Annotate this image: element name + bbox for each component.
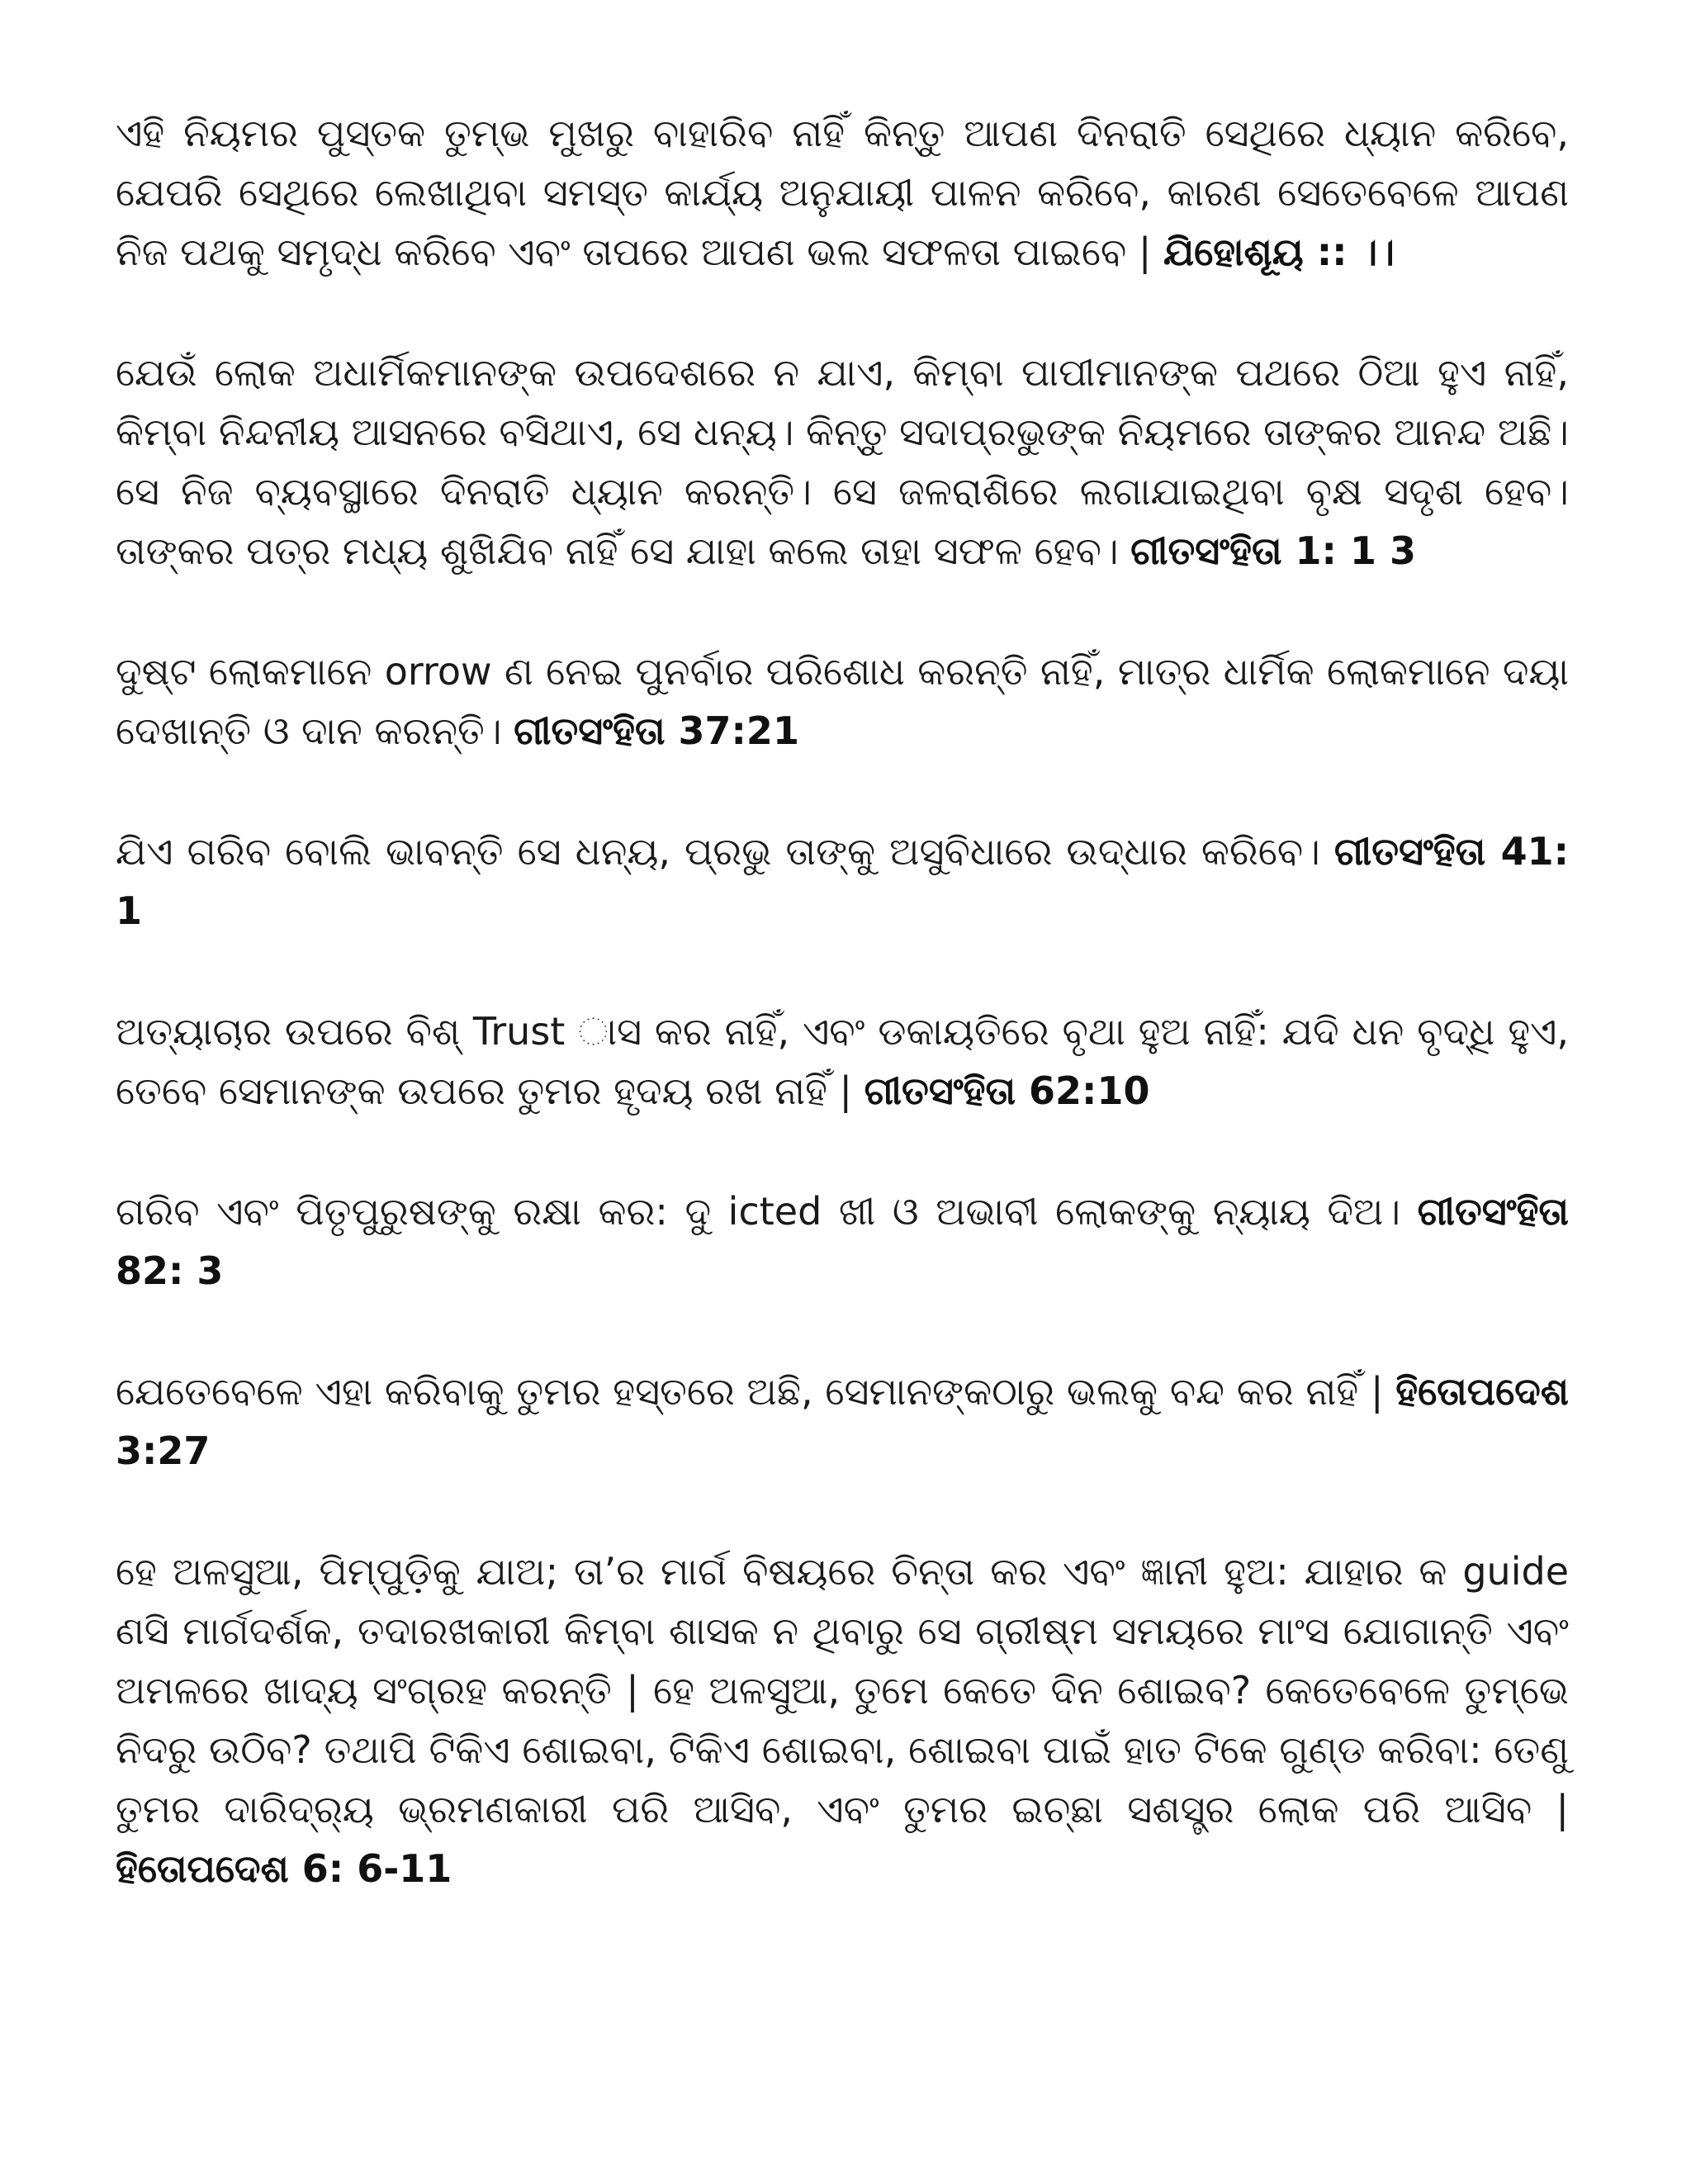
verse-paragraph-5: [116, 1002, 1569, 1120]
verse-paragraph-1: [116, 103, 1569, 282]
verse-reference: ଗୀତସଂହିତା 1: 1 3: [1130, 528, 1416, 573]
verse-text: ହେ ଅଳସୁଆ, ପିମ୍ପୁଡ଼ିକୁ ଯାଅ; ତା’ର ମାର୍ଗ ବିଷୟରେ ଚିନ୍ତା କର ଏବଂ ଜ୍ଞାନୀ ହୁଅ: ଯାହାର କ guide ଣସି ମାର୍ଗଦର୍ଶକ, ତଦାରଖକାରୀ କିମ୍ବା ଶାସକ ନ ଥିବାରୁ ସେ ଗ୍ରୀଷ୍ମ ସମୟରେ ମାଂସ ଯୋଗାନ୍ତି ଏବଂ ଅମଳରେ ଖାଦ୍ୟ ସଂଗ୍ରହ କରନ୍ତି | ହେ ଅଳସୁଆ, ତୁମେ କେତେ ଦିନ ଶୋଇବ? କେତେବେଳେ ତୁମ୍ଭେ ନିଦରୁ ଉଠିବ? ତଥାପି ଟିକିଏ ଶୋଇବା, ଟିକିଏ ଶୋଇବା, ଶୋଇବା ପାଇଁ ହାତ ଟିକେ ଗୁଣ୍ଡ କରିବା: ତେଣୁ ତୁମର ଦାରିଦ୍ର୍ୟ ଭ୍ରମଣକାରୀ ପରି ଆସିବ, ଏବଂ ତୁମର ଇଚ୍ଛା ସଶସ୍ତ୍ର ଲୋକ ପରି ଆସିବ |: [116, 1549, 1569, 1831]
verse-reference: ହିତୋପଦେଶ 3:27: [116, 1369, 1570, 1473]
verse-reference: ହିତୋପଦେଶ 6: 6-11: [116, 1846, 452, 1891]
verse-reference: ଗୀତସଂହିତା 41: 1: [116, 829, 1570, 933]
verse-text: ଦୁଷ୍ଟ ଲୋକମାନେ orrow ଣ ନେଇ ପୁନର୍ବାର ପରିଶୋଧ କରନ୍ତି ନାହିଁ, ମାତ୍ର ଧାର୍ମିକ ଲୋକମାନେ ଦୟା ଦେଖାନ୍ତି ଓ ଦାନ କରନ୍ତି।: [116, 649, 1569, 753]
verse-paragraph-6: [116, 1182, 1569, 1300]
verse-text: ଯେଉଁ ଲୋକ ଅଧାର୍ମିକମାନଙ୍କ ଉପଦେଶରେ ନ ଯାଏ, କିମ୍ବା ପାପୀମାନଙ୍କ ପଥରେ ଠିଆ ହୁଏ ନାହିଁ, କିମ୍ବା ନିନ୍ଦନୀୟ ଆସନରେ ବସିଥାଏ, ସେ ଧନ୍ୟ। କିନ୍ତୁ ସଦାପ୍ରଭୁଙ୍କ ନିୟମରେ ତାଙ୍କର ଆନନ୍ଦ ଅଛି। ସେ ନିଜ ବ୍ୟବସ୍ଥାରେ ଦିନରାତି ଧ୍ୟାନ କରନ୍ତି। ସେ ଜଳରାଶିରେ ଲଗାଯାଇଥିବା ବୃକ୍ଷ ସଦୃଶ ହେବ। ତାଙ୍କର ପତ୍ର ମଧ୍ୟ ଶୁଖିଯିବ ନାହିଁ ସେ ଯାହା କଲେ ତାହା ସଫଳ ହେବ।: [116, 350, 1569, 573]
verse-document: [116, 103, 1569, 1898]
verse-paragraph-2: [116, 343, 1569, 580]
verse-paragraph-7: [116, 1362, 1569, 1480]
verse-text: ଯିଏ ଗରିବ ବୋଲି ଭାବନ୍ତି ସେ ଧନ୍ୟ, ପ୍ରଭୁ ତାଙ୍କୁ ଅସୁବିଧାରେ ଉଦ୍ଧାର କରିବେ।: [116, 829, 1320, 874]
verse-text: ଗରିବ ଏବଂ ପିତୃପୁରୁଷଙ୍କୁ ରକ୍ଷା କର: ଦୁ icted ଖୀ ଓ ଅଭାବୀ ଲୋକଙ୍କୁ ନ୍ୟାୟ ଦିଅ।: [116, 1189, 1401, 1234]
verse-paragraph-4: [116, 822, 1569, 940]
verse-paragraph-8: [116, 1542, 1569, 1898]
verse-reference: ଗୀତସଂହିତା 37:21: [514, 708, 799, 753]
verse-text: ଏହି ନିୟମର ପୁସ୍ତକ ତୁମ୍ଭ ମୁଖରୁ ବାହାରିବ ନାହିଁ କିନ୍ତୁ ଆପଣ ଦିନରାତି ସେଥିରେ ଧ୍ୟାନ କରିବେ, ଯେପରି ସେଥିରେ ଲେଖାଥିବା ସମସ୍ତ କାର୍ଯ୍ୟ ଅନୁଯାୟୀ ପାଳନ କରିବେ, କାରଣ ସେତେବେଳେ ଆପଣ ନିଜ ପଥକୁ ସମୃଦ୍ଧ କରିବେ ଏବଂ ତାପରେ ଆପଣ ଭଲ ସଫଳତା ପାଇବେ |: [116, 111, 1569, 274]
verse-text: ଯେତେବେଳେ ଏହା କରିବାକୁ ତୁମର ହସ୍ତରେ ଅଛି, ସେମାନଙ୍କଠାରୁ ଭଲକୁ ବନ୍ଦ କର ନାହିଁ |: [116, 1369, 1384, 1414]
verse-reference: ଗୀତସଂହିତା 82: 3: [116, 1189, 1569, 1293]
verse-reference: ଯିହୋଶୂୟ :: ।।: [1163, 230, 1395, 274]
verse-paragraph-3: [116, 642, 1569, 760]
verse-text: ଅତ୍ୟାଚାର ଉପରେ ବିଶ୍ Trust ାସ କର ନାହିଁ, ଏବଂ ଡକାୟତିରେ ବୃଥା ହୁଅ ନାହିଁ: ଯଦି ଧନ ବୃଦ୍ଧି ହୁଏ, ତେବେ ସେମାନଙ୍କ ଉପରେ ତୁମର ହୃଦୟ ରଖ ନାହିଁ |: [116, 1009, 1569, 1113]
verse-reference: ଗୀତସଂହିତା 62:10: [864, 1068, 1150, 1113]
